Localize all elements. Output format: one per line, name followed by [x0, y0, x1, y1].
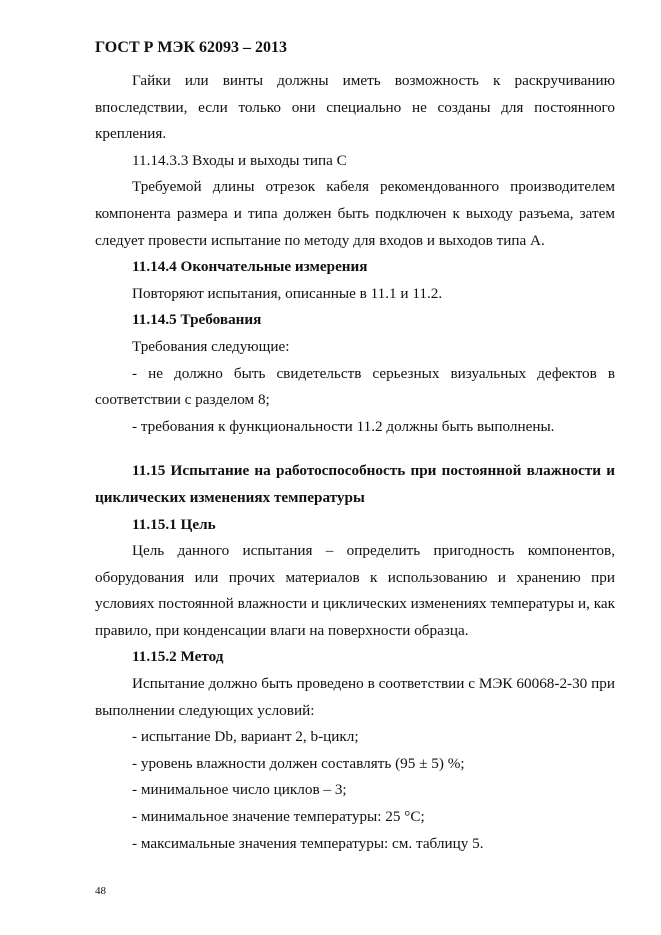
section-heading-11-14-5: 11.14.5 Требования	[132, 311, 262, 329]
paragraph-nuts-screws: Гайки или винты должны иметь возможность к раскручиванию впоследствии, если только они специально не созданы для постоянного крепления.	[95, 72, 615, 143]
requirement-item: - не должно быть свидетельств серьезных визуальных дефектов в соответствии с разделом 8;	[95, 364, 615, 409]
document-header: ГОСТ Р МЭК 62093 – 2013	[95, 39, 287, 56]
page-number: 48	[95, 885, 106, 897]
condition-item: - испытание Db, вариант 2, b-цикл;	[132, 728, 359, 746]
section-heading-11-14-3-3: 11.14.3.3 Входы и выходы типа C	[132, 151, 347, 169]
section-heading-11-14-4: 11.14.4 Окончательные измерения	[132, 258, 368, 276]
condition-item: - максимальные значения температуры: см. таблицу 5.	[132, 834, 484, 852]
section-heading-11-15-1: 11.15.1 Цель	[132, 515, 216, 533]
condition-item: - минимальное значение температуры: 25 °С;	[132, 808, 425, 826]
section-heading-11-15: 11.15 Испытание на работоспособность при постоянной влажности и циклических изменениях температуры	[95, 462, 615, 506]
document-page	[95, 38, 615, 857]
paragraph-test-purpose: Цель данного испытания – определить пригодность компонентов, оборудования или прочих материалов к использованию и хранению при условиях постоянной влажности и циклических изменениях температуры и, как правило, при конденсации влаги на поверхности образца.	[95, 542, 615, 639]
paragraph-test-method: Испытание должно быть проведено в соответствии с МЭК 60068-2-30 при выполнении следующих условий:	[95, 675, 615, 719]
paragraph-cable-test: Требуемой длины отрезок кабеля рекомендованного производителем компонента размера и типа должен быть подключен к выходу разъема, затем следует провести испытание по методу для входов и выходов типа A.	[95, 178, 615, 249]
requirement-item: - требования к функциональности 11.2 должны быть выполнены.	[132, 417, 555, 435]
section-spacer	[95, 440, 615, 458]
condition-item: - уровень влажности должен составлять (95 ± 5) %;	[132, 754, 465, 772]
paragraph-repeat-tests: Повторяют испытания, описанные в 11.1 и 11.2.	[132, 284, 443, 302]
section-heading-11-15-2: 11.15.2 Метод	[132, 648, 224, 666]
paragraph-requirements-intro: Требования следующие:	[132, 337, 290, 355]
condition-item: - минимальное число циклов – 3;	[132, 781, 347, 799]
